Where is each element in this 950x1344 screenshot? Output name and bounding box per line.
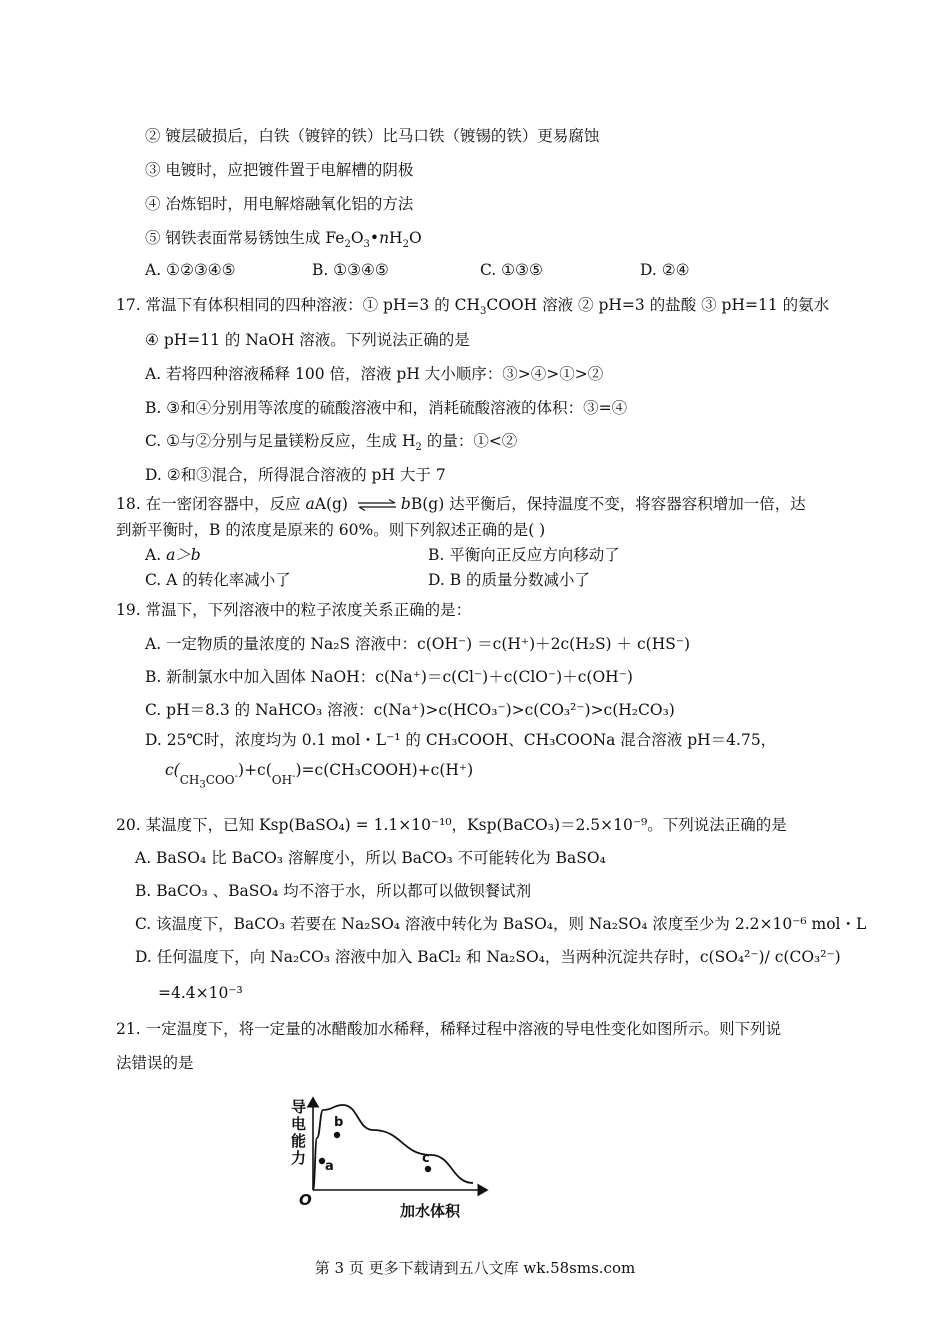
q19-option-a: A. 一定物质的量浓度的 Na₂S 溶液中：c(OH⁻) ＝c(H⁺)＋2c(H₂S) ＋ c(HS⁻)	[145, 635, 691, 653]
point-c-marker	[425, 1166, 431, 1172]
q19-option-b: B. 新制氯水中加入固体 NaOH：c(Na⁺)＝c(Cl⁻)＋c(ClO⁻)＋c(OH⁻)	[145, 668, 633, 686]
x-axis-label: 加水体积	[400, 1202, 461, 1220]
y-label-char: 力	[291, 1149, 307, 1167]
q20-option-a: A. BaSO₄ 比 BaCO₃ 溶解度小，所以 BaCO₃ 不可能转化为 BaSO₄	[135, 849, 606, 867]
q17-option-b: B. ③和④分别用等浓度的硫酸溶液中和，消耗硫酸溶液的体积：③=④	[145, 399, 628, 417]
q18-option-a: A. a＞b	[145, 546, 201, 564]
y-label-char: 导	[291, 1098, 307, 1116]
q20-option-d: D. 任何温度下，向 Na₂CO₃ 溶液中加入 BaCl₂ 和 Na₂SO₄，当两种沉淀共存时，c(SO₄²⁻)/ c(CO₃²⁻)	[135, 948, 841, 966]
q20-option-c: C. 该温度下，BaCO₃ 若要在 Na₂SO₄ 溶液中转化为 BaSO₄，则 Na₂SO₄ 浓度至少为 2.2×10⁻⁶ mol・L	[135, 915, 867, 933]
q18-stem-line1: 18. 在一密闭容器中，反应 aA(g) bB(g) 达平衡后，保持温度不变，将容器容积增加一倍，达	[116, 495, 806, 513]
q17-stem-line2: ④ pH=11 的 NaOH 溶液。下列说法正确的是	[145, 331, 470, 349]
q16-option-c: C. ①③⑤	[480, 261, 543, 279]
q20-option-d-cont: =4.4×10⁻³	[158, 984, 243, 1002]
equilibrium-arrow-icon	[356, 499, 398, 511]
y-label-char: 能	[291, 1132, 307, 1150]
point-c-label: c	[422, 1151, 430, 1166]
conductivity-figure	[282, 1092, 497, 1222]
q18-option-b: B. 平衡向正反应方向移动了	[428, 546, 620, 564]
q19-option-d: D. 25℃时，浓度均为 0.1 mol・L⁻¹ 的 CH₃COOH、CH₃COONa 混合溶液 pH＝4.75，	[145, 731, 777, 749]
q19-option-d-formula: $c(_{CH_3COO^-})+c(_{OH^-})=c(CH_3COOH)+c(H^+)$	[165, 761, 474, 791]
y-label-char: 电	[291, 1115, 307, 1133]
y-axis-label	[291, 1098, 306, 1167]
q21-stem-line2: 法错误的是	[116, 1054, 194, 1072]
q17-option-d: D. ②和③混合，所得混合溶液的 pH 大于 7	[145, 466, 446, 484]
page-footer: 第 3 页 更多下载请到五八文库 wk.58sms.com	[314, 1259, 636, 1277]
q17-option-a: A. 若将四种溶液稀释 100 倍，溶液 pH 大小顺序：③>④>①>②	[145, 365, 604, 383]
point-a-label: a	[325, 1159, 334, 1174]
q16-option-d: D. ②④	[640, 261, 690, 279]
point-b-marker	[334, 1132, 340, 1138]
q18-option-c: C. A 的转化率减小了	[145, 571, 291, 589]
q21-stem-line1: 21. 一定温度下，将一定量的冰醋酸加水稀释，稀释过程中溶液的导电性变化如图所示。则下列说	[116, 1020, 782, 1038]
q17-option-c: C. ①与②分别与足量镁粉反应，生成 $H_2$ 的量：①<②	[145, 432, 518, 454]
q20-option-b: B. BaCO₃ 、BaSO₄ 均不溶于水，所以都可以做钡餐试剂	[135, 882, 532, 900]
q16-statement-2: ② 镀层破损后，白铁（镀锌的铁）比马口铁（镀锡的铁）更易腐蚀	[145, 127, 600, 145]
q16-option-a: A. ①②③④⑤	[145, 261, 236, 279]
q16-option-b: B. ①③④⑤	[312, 261, 389, 279]
q19-stem: 19. 常温下，下列溶液中的粒子浓度关系正确的是：	[116, 601, 472, 619]
origin-label: O	[299, 1191, 312, 1209]
q16-statement-4: ④ 冶炼铝时，用电解熔融氧化铝的方法	[145, 195, 414, 213]
q16-statement-5: ⑤ 钢铁表面常易锈蚀生成 $Fe_2O_3•nH_2O$	[145, 229, 422, 251]
q17-stem-line1: 17. 常温下有体积相同的四种溶液：① pH=3 的 $CH_3COOH$ 溶液 ② pH=3 的盐酸 ③ pH=11 的氨水	[116, 296, 830, 318]
q20-stem: 20. 某温度下，已知 Ksp(BaSO₄) = 1.1×10⁻¹⁰，Ksp(BaCO₃)＝2.5×10⁻⁹。下列说法正确的是	[116, 816, 787, 834]
q16-statement-3: ③ 电镀时，应把镀件置于电解槽的阴极	[145, 161, 414, 179]
q18-option-d: D. B 的质量分数减小了	[428, 571, 591, 589]
q18-stem-line2: 到新平衡时，B 的浓度是原来的 60%。则下列叙述正确的是( )	[116, 521, 546, 539]
point-b-label: b	[334, 1115, 344, 1130]
q19-option-c: C. pH＝8.3 的 NaHCO₃ 溶液：c(Na⁺)>c(HCO₃⁻)>c(CO₃²⁻)>c(H₂CO₃)	[145, 701, 675, 719]
